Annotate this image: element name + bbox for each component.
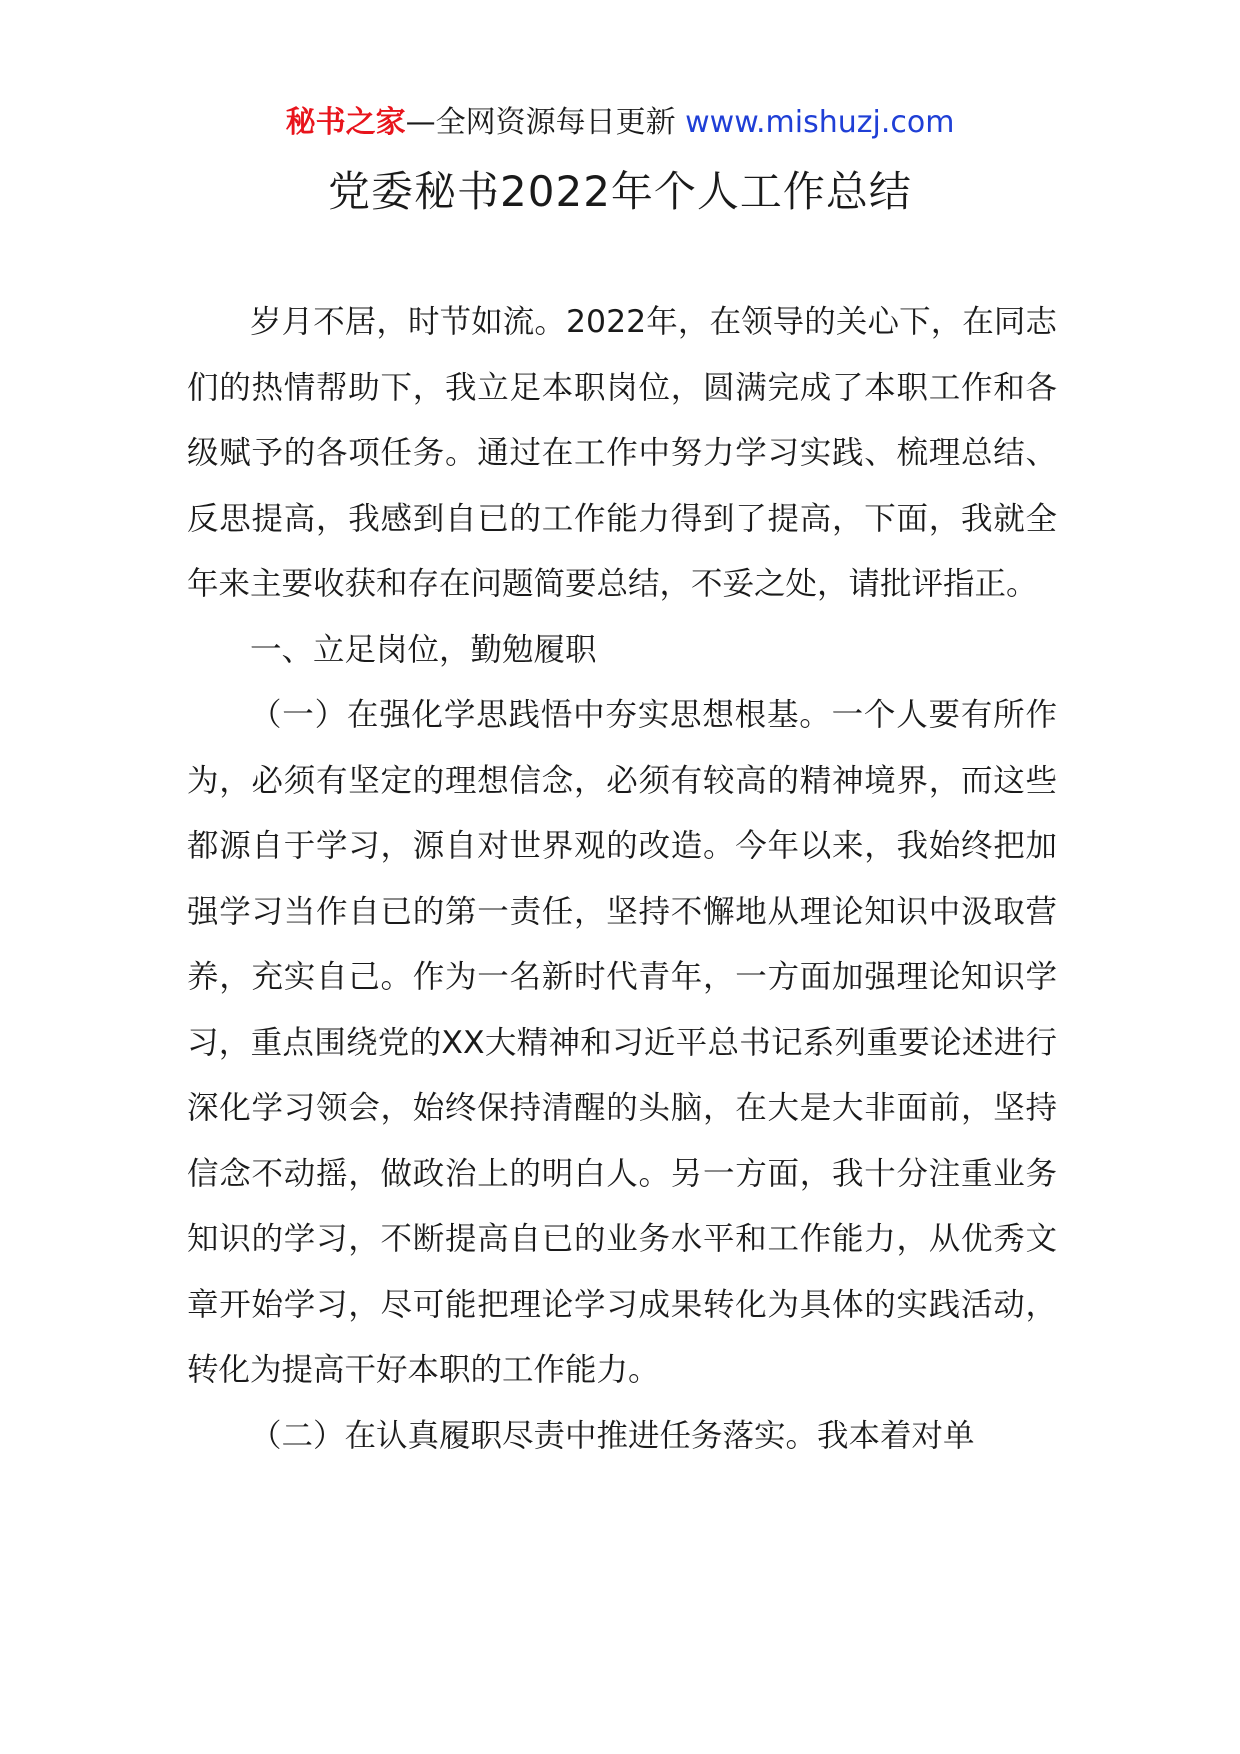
paragraph-subsection-2: （二）在认真履职尽责中推进任务落实。我本着对单: [250, 1417, 975, 1454]
document-body: [187, 290, 1057, 1469]
document-title: 党委秘书2022年个人工作总结: [328, 167, 912, 216]
paragraph-intro: 岁月不居，时节如流。2022年，在领导的关心下，在同志们的热情帮助下，我立足本职岗位，圆满完成了本职工作和各级赋予的各项任务。通过在工作中努力学习实践、梳理总结、反思提高，我感到自已的工作能力得到了提高，下面，我就全年来主要收获和存在问题简要总结，不妥之处，请批评指正。: [187, 304, 1057, 602]
banner-tagline: —全网资源每日更新: [405, 105, 686, 140]
paragraph-subsection-1: （一）在强化学思践悟中夯实思想根基。一个人要有所作为，必须有坚定的理想信念，必须有较高的精神境界，而这些都源自于学习，源自对世界观的改造。今年以来，我始终把加强学习当作自已的第一责任，坚持不懈地从理论知识中汲取营养，充实自己。作为一名新时代青年，一方面加强理论知识学习，重点围绕党的XX大精神和习近平总书记系列重要论述进行深化学习领会，始终保持清醒的头脑，在大是大非面前，坚持信念不动摇，做政治上的明白人。另一方面，我十分注重业务知识的学习，不断提高自已的业务水平和工作能力，从优秀文章开始学习，尽可能把理论学习成果转化为具体的实践活动，转化为提高干好本职的工作能力。: [187, 697, 1057, 1388]
section-heading-1: 一、立足岗位，勤勉履职: [250, 631, 597, 668]
site-url-link[interactable]: www.mishuzj.com: [685, 105, 955, 140]
brand-name: 秘书之家: [285, 105, 406, 140]
site-banner: [0, 100, 1240, 146]
